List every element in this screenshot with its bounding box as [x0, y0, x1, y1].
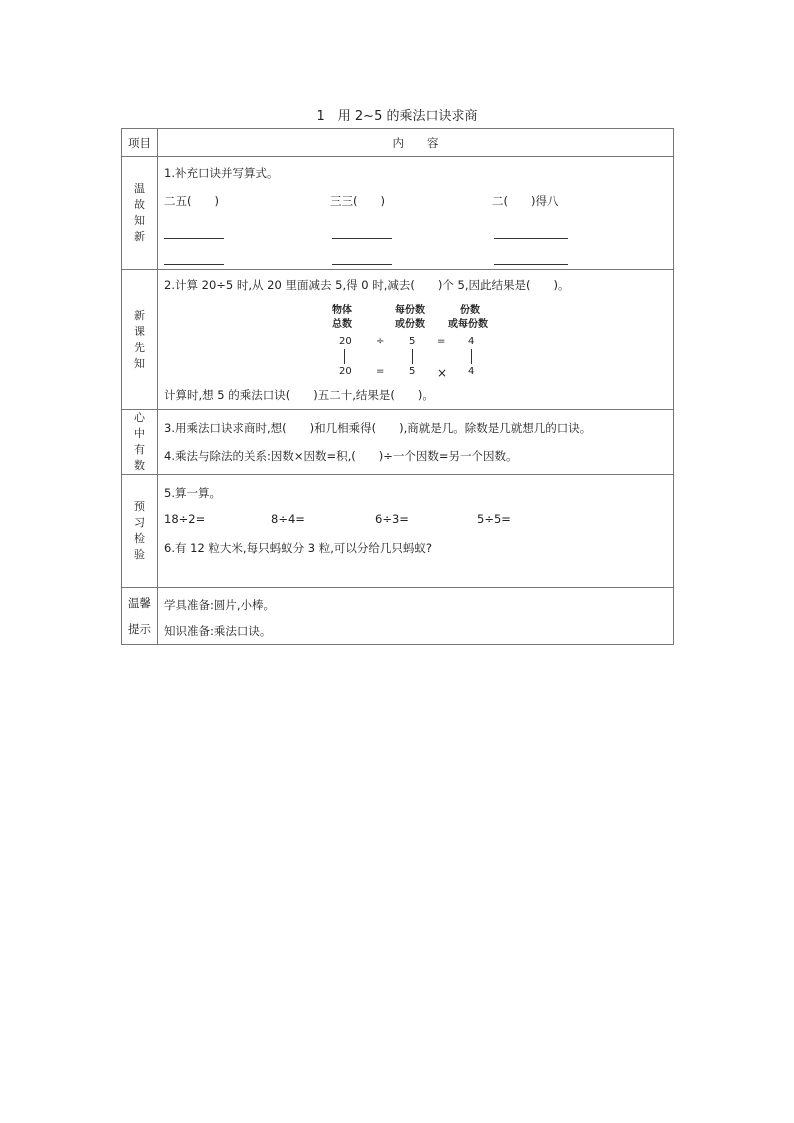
review-label: 温故知新 — [134, 182, 145, 243]
page-title: 1 用 2~5 的乘法口诀求商 — [316, 109, 478, 124]
check-row — [122, 475, 674, 588]
check-label-cell — [122, 475, 158, 588]
expression-1: 18÷2= — [164, 512, 206, 526]
knowledge-prep: 知识准备:乘法口诀。 — [164, 624, 272, 638]
tips-label-a: 温馨 — [128, 596, 151, 610]
header-row — [122, 129, 674, 157]
header-item: 项目 — [128, 135, 151, 150]
diagram-op: = — [376, 366, 385, 377]
answer-line[interactable] — [164, 238, 224, 239]
question-5: 5.算一算。 — [164, 486, 221, 500]
check-label: 预习检验 — [134, 500, 145, 561]
tips-label-b: 提示 — [128, 622, 151, 636]
preview-content — [158, 270, 674, 410]
diagram-op: ÷ — [376, 336, 385, 347]
preview-label-cell — [122, 270, 158, 410]
mind-label: 心中有数 — [134, 411, 145, 472]
question-2: 2.计算 20÷5 时,从 20 里面减去 5,得 0 时,减去( )个 5,因此结果是( )。 — [164, 278, 570, 292]
review-label-cell — [122, 157, 158, 270]
preview-row — [122, 270, 674, 410]
diagram-num: 4 — [468, 366, 475, 377]
tips-content — [158, 588, 674, 645]
diagram-num: 4 — [468, 336, 475, 347]
diagram-connector — [471, 349, 472, 364]
expression-3: 6÷3= — [375, 512, 409, 526]
mind-row — [122, 410, 674, 475]
question-4: 4.乘法与除法的关系:因数×因数=积,( )÷一个因数=另一个因数。 — [164, 449, 518, 463]
diagram-head-3a: 份数 — [460, 305, 480, 316]
tips-row — [122, 588, 674, 645]
diagram-head-3b: 或每份数 — [448, 319, 488, 330]
review-row — [122, 157, 674, 270]
check-content — [158, 475, 674, 588]
answer-line[interactable] — [494, 238, 568, 239]
answer-line[interactable] — [164, 264, 224, 265]
calc-hint: 计算时,想 5 的乘法口诀( )五二十,结果是( )。 — [164, 388, 434, 402]
expression-4: 5÷5= — [477, 512, 511, 526]
diagram-head-2b: 或份数 — [395, 319, 425, 330]
diagram-connector — [412, 349, 413, 364]
diagram-op: × — [437, 366, 448, 380]
header-content-cell — [158, 129, 674, 157]
diagram-num: 20 — [339, 336, 352, 347]
diagram-head-1a: 物体 — [332, 305, 352, 316]
diagram-head-1b: 总数 — [332, 319, 352, 330]
answer-line[interactable] — [332, 238, 392, 239]
diagram-head-2a: 每份数 — [395, 305, 425, 316]
question-3: 3.用乘法口诀求商时,想( )和几相乘得( ),商就是几。除数是几就想几的口诀。 — [164, 421, 592, 435]
preview-label: 新课先知 — [134, 308, 145, 370]
header-content: 内 容 — [392, 135, 439, 150]
answer-line[interactable] — [332, 264, 392, 265]
diagram-op: = — [437, 336, 446, 347]
question-1: 1.补充口诀并写算式。 — [164, 166, 279, 180]
question-6: 6.有 12 粒大米,每只蚂蚁分 3 粒,可以分给几只蚂蚁? — [164, 541, 432, 555]
diagram-num: 20 — [339, 366, 352, 377]
tools-prep: 学具准备:圆片,小棒。 — [164, 598, 276, 612]
mind-content — [158, 410, 674, 475]
review-item-2: 三三( ) — [330, 194, 385, 208]
review-item-3: 二( )得八 — [492, 194, 559, 208]
diagram-num: 5 — [409, 336, 416, 347]
header-item-cell — [122, 129, 158, 157]
mind-label-cell — [122, 410, 158, 475]
review-item-1: 二五( ) — [164, 194, 219, 208]
diagram-connector — [344, 349, 345, 364]
tips-label-cell — [122, 588, 158, 645]
worksheet-table — [121, 128, 674, 645]
answer-line[interactable] — [494, 264, 568, 265]
review-content — [158, 157, 674, 270]
diagram-num: 5 — [409, 366, 416, 377]
expression-2: 8÷4= — [271, 512, 305, 526]
